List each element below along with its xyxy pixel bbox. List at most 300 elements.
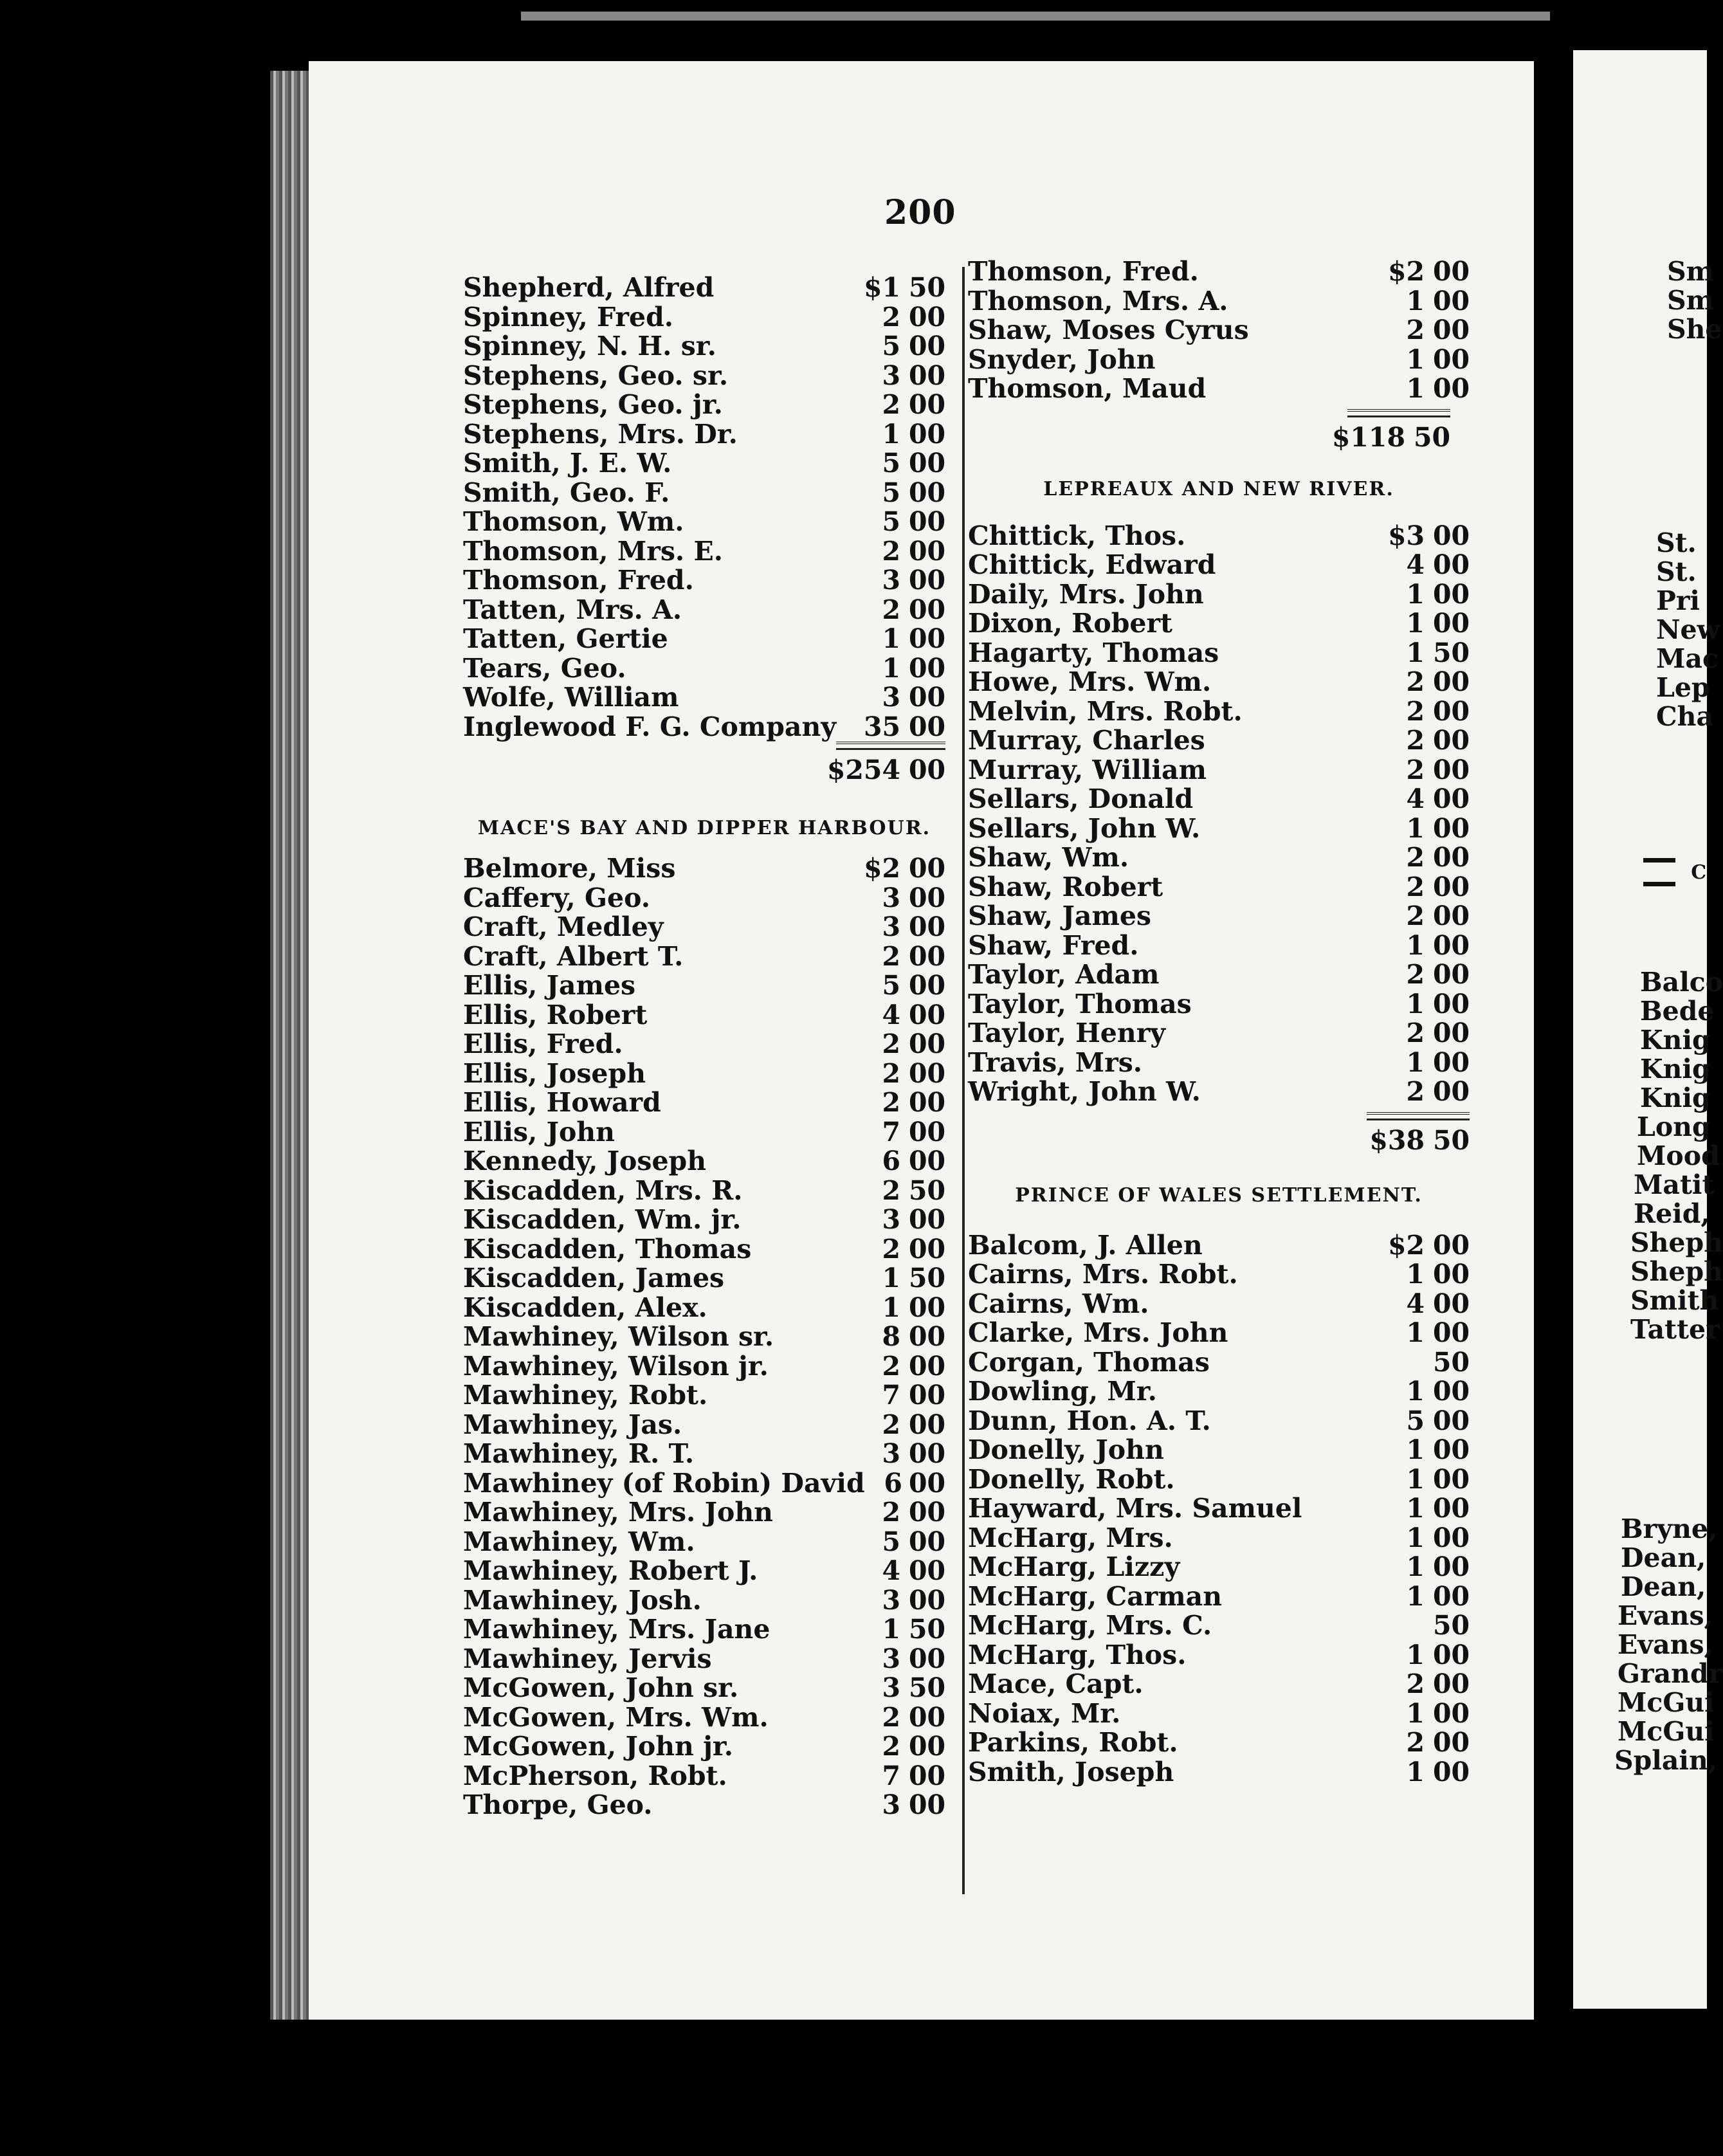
list-item xyxy=(968,1494,1470,1524)
amount-dollars: 2 xyxy=(1406,725,1425,756)
amount-dollars: 1 xyxy=(1406,373,1425,404)
amount-dollars: 2 xyxy=(882,389,900,420)
subscriber-name: Mawhiney (of Robin) David xyxy=(463,1467,865,1499)
total-rule xyxy=(1367,1112,1470,1120)
amount-cents: 00 xyxy=(908,1731,945,1762)
list-c xyxy=(968,257,1470,404)
amount-dollars: 1 xyxy=(1406,1046,1425,1078)
subscriber-name: Stephens, Mrs. Dr. xyxy=(463,418,738,450)
amount-cents: 00 xyxy=(1432,783,1470,814)
subscriber-name: Kiscadden, Alex. xyxy=(463,1292,707,1323)
facing-fragment: Balco xyxy=(1640,967,1723,998)
subscriber-name: Travis, Mrs. xyxy=(968,1046,1143,1078)
list-item xyxy=(463,1703,945,1733)
list-item xyxy=(968,1377,1470,1407)
subscriber-name: Spinney, N. H. sr. xyxy=(463,331,716,361)
list-item xyxy=(968,1290,1470,1319)
amount-dollars: 2 xyxy=(882,1350,900,1382)
amount-cents: 00 xyxy=(908,940,945,972)
list-item xyxy=(463,1205,945,1235)
subscriber-name: Taylor, Henry xyxy=(968,1018,1166,1048)
amount-dollars: 1 xyxy=(1406,1522,1425,1553)
amount-cents: 00 xyxy=(1432,1046,1470,1078)
subscriber-name: Craft, Medley xyxy=(463,911,664,942)
list-item xyxy=(463,884,945,913)
list-item xyxy=(968,316,1470,345)
total-rule xyxy=(836,742,945,750)
facing-fragment: Dean, xyxy=(1621,1571,1706,1602)
amount-dollars: $3 xyxy=(1387,520,1425,551)
amount-dollars: 3 xyxy=(882,1204,900,1235)
facing-fragment: Sheph xyxy=(1630,1227,1723,1258)
subscriber-name: Shaw, James xyxy=(968,900,1151,931)
list-item xyxy=(463,1528,945,1557)
amount-dollars: 5 xyxy=(882,477,900,508)
list-item xyxy=(463,1762,945,1791)
section-heading-prince-of-wales: PRINCE OF WALES SETTLEMENT. xyxy=(1015,1183,1423,1207)
list-item xyxy=(968,931,1470,961)
amount-cents: 50 xyxy=(1432,1346,1470,1378)
amount-dollars: 2 xyxy=(882,1731,900,1762)
amount-dollars: 3 xyxy=(882,1789,900,1820)
list-item xyxy=(968,551,1470,580)
list-item xyxy=(463,1030,945,1059)
amount-dollars: 2 xyxy=(1406,754,1425,785)
facing-fragment: New xyxy=(1656,614,1720,645)
facing-fragment: Mac xyxy=(1656,643,1718,674)
subscriber-name: Mawhiney, Mrs. John xyxy=(463,1497,773,1528)
subscriber-name: Hagarty, Thomas xyxy=(968,637,1219,668)
amount-dollars: 8 xyxy=(882,1321,900,1352)
subscriber-name: Shaw, Fred. xyxy=(968,929,1139,961)
amount-cents: 00 xyxy=(908,1057,945,1089)
amount-dollars: 7 xyxy=(882,1380,900,1411)
amount-cents: 00 xyxy=(1432,1434,1470,1465)
amount-cents: 00 xyxy=(1432,1288,1470,1319)
list-item xyxy=(463,1498,945,1528)
subscriber-name: McHarg, Thos. xyxy=(968,1639,1187,1670)
amount-dollars: 3 xyxy=(882,882,900,913)
amount-cents: 00 xyxy=(1432,1551,1470,1582)
subscriber-name: Ellis, John xyxy=(463,1116,615,1147)
facing-fragment: McGui xyxy=(1618,1716,1715,1747)
list-item xyxy=(968,257,1470,287)
amount-cents: 00 xyxy=(908,1116,945,1147)
list-item xyxy=(968,697,1470,727)
amount-cents: 00 xyxy=(908,623,945,654)
amount-dollars: 7 xyxy=(882,1760,900,1791)
amount-cents: 50 xyxy=(908,1672,945,1703)
subscriber-name: Kiscadden, James xyxy=(463,1263,725,1293)
list-item xyxy=(968,1319,1470,1348)
list-item xyxy=(968,1699,1470,1729)
list-item xyxy=(463,420,945,450)
amount-dollars: 2 xyxy=(882,1087,900,1118)
amount-dollars: 2 xyxy=(1406,1018,1425,1048)
amount-dollars: 1 xyxy=(1406,608,1425,639)
facing-fragment: Long xyxy=(1637,1111,1711,1142)
subscriber-name: Thomson, Mrs. A. xyxy=(968,285,1228,316)
amount-dollars: 1 xyxy=(882,1614,900,1645)
amount-dollars: 1 xyxy=(882,652,900,684)
subscriber-name: Mawhiney, Mrs. Jane xyxy=(463,1614,770,1645)
list-item xyxy=(463,390,945,420)
facing-fragment: Smith xyxy=(1630,1285,1719,1316)
subscriber-name: McHarg, Lizzy xyxy=(968,1551,1180,1582)
amount-cents: 00 xyxy=(908,565,945,596)
amount-dollars: 1 xyxy=(1406,929,1425,961)
amount-cents: 00 xyxy=(1432,900,1470,931)
list-item xyxy=(968,873,1470,902)
amount-dollars: 2 xyxy=(1406,842,1425,873)
subscriber-name: Smith, Joseph xyxy=(968,1756,1174,1787)
list-item xyxy=(463,1674,945,1703)
amount-dollars: 1 xyxy=(1406,285,1425,316)
amount-dollars: 3 xyxy=(882,1584,900,1616)
facing-fragment: Reid, xyxy=(1634,1198,1710,1229)
scan-border-stripe xyxy=(521,12,1550,21)
list-a-total xyxy=(463,750,945,790)
list-item xyxy=(968,814,1470,844)
amount-cents: 00 xyxy=(908,1409,945,1440)
amount-dollars: 2 xyxy=(882,1233,900,1265)
list-item xyxy=(968,287,1470,316)
amount-dollars: 3 xyxy=(882,1672,900,1703)
amount-cents: 00 xyxy=(1432,343,1470,375)
total-cents: 50 xyxy=(1432,1124,1470,1156)
amount-dollars: 2 xyxy=(882,301,900,333)
list-item xyxy=(968,639,1470,668)
subscriber-name: Tatten, Gertie xyxy=(463,623,668,654)
list-item xyxy=(968,843,1470,873)
subscriber-name: Dunn, Hon. A. T. xyxy=(968,1405,1211,1436)
subscriber-name: Thomson, Fred. xyxy=(968,256,1199,287)
list-item xyxy=(463,1557,945,1586)
section-heading-lepreaux: LEPREAUX AND NEW RIVER. xyxy=(1043,477,1394,500)
subscriber-name: Mawhiney, Robert J. xyxy=(463,1555,758,1586)
subscriber-name: Kiscadden, Thomas xyxy=(463,1233,752,1265)
amount-dollars: $2 xyxy=(863,853,900,884)
amount-dollars: 1 xyxy=(1406,1580,1425,1612)
subscriber-name: Daily, Mrs. John xyxy=(968,578,1204,610)
subscriber-name: Sellars, John W. xyxy=(968,812,1201,844)
list-item xyxy=(968,1348,1470,1378)
amount-cents: 00 xyxy=(1432,1580,1470,1612)
list-item xyxy=(968,580,1470,610)
list-item xyxy=(463,1088,945,1118)
list-item xyxy=(968,345,1470,375)
amount-cents: 00 xyxy=(1432,988,1470,1019)
amount-cents: 00 xyxy=(908,911,945,942)
subscriber-name: Donelly, Robt. xyxy=(968,1463,1175,1495)
subscriber-name: McGowen, Mrs. Wm. xyxy=(463,1701,769,1733)
column-divider xyxy=(962,267,965,1894)
amount-dollars: 1 xyxy=(1406,1639,1425,1670)
amount-cents: 00 xyxy=(908,1526,945,1557)
amount-dollars: 1 xyxy=(1406,578,1425,610)
amount-dollars: 1 xyxy=(1406,1259,1425,1290)
amount-dollars: 3 xyxy=(882,360,900,391)
list-item xyxy=(968,902,1470,931)
list-item xyxy=(463,1732,945,1762)
amount-cents: 00 xyxy=(908,1497,945,1528)
list-item xyxy=(968,522,1470,551)
subscriber-name: Thomson, Maud xyxy=(968,373,1207,404)
amount-cents: 00 xyxy=(908,301,945,333)
subscriber-name: Dowling, Mr. xyxy=(968,1376,1157,1407)
subscriber-name: Ellis, James xyxy=(463,970,636,1001)
subscriber-name: Kiscadden, Mrs. R. xyxy=(463,1174,743,1206)
subscriber-name: Thomson, Mrs. E. xyxy=(463,535,723,567)
amount-dollars: 2 xyxy=(1406,900,1425,931)
facing-fragment: Bryne, xyxy=(1621,1513,1718,1544)
amount-cents: 00 xyxy=(1432,1317,1470,1348)
facing-fragment: She xyxy=(1667,314,1722,345)
amount-dollars: 1 xyxy=(1406,988,1425,1019)
amount-dollars: 1 xyxy=(882,623,900,654)
facing-fragment: St. xyxy=(1656,527,1697,558)
list-item xyxy=(968,960,1470,990)
subscriber-name: Howe, Mrs. Wm. xyxy=(968,666,1212,697)
subscriber-name: Kennedy, Joseph xyxy=(463,1146,707,1176)
facing-fragment: Lep xyxy=(1656,672,1710,703)
amount-cents: 50 xyxy=(908,272,945,303)
amount-cents: 00 xyxy=(908,1789,945,1820)
amount-dollars: 1 xyxy=(882,1263,900,1293)
amount-dollars: 1 xyxy=(882,418,900,450)
subscriber-name: McHarg, Mrs. xyxy=(968,1522,1173,1553)
amount-cents: 00 xyxy=(1432,1697,1470,1729)
list-item xyxy=(463,1791,945,1820)
amount-cents: 00 xyxy=(908,360,945,391)
amount-cents: 50 xyxy=(908,1263,945,1293)
subscriber-name: Mawhiney, Wilson sr. xyxy=(463,1321,774,1352)
amount-dollars: 5 xyxy=(882,448,900,479)
list-item xyxy=(463,1352,945,1382)
amount-cents: 00 xyxy=(908,999,945,1030)
amount-dollars: 2 xyxy=(882,1497,900,1528)
facing-fragment: Splain, xyxy=(1614,1745,1718,1776)
amount-cents: 50 xyxy=(908,1174,945,1206)
facing-fragment: Grandr xyxy=(1618,1658,1723,1689)
subscriber-name: Mawhiney, Josh. xyxy=(463,1584,702,1616)
amount-cents: 00 xyxy=(908,853,945,884)
subscriber-name: Corgan, Thomas xyxy=(968,1346,1210,1378)
amount-cents: 50 xyxy=(1432,637,1470,668)
subscriber-name: Ellis, Howard xyxy=(463,1087,661,1118)
subscriber-name: Parkins, Robt. xyxy=(968,1727,1178,1758)
subscriber-name: Chittick, Thos. xyxy=(968,520,1186,551)
amount-dollars: 6 xyxy=(882,1146,900,1176)
list-item xyxy=(968,785,1470,814)
list-item xyxy=(463,537,945,567)
amount-cents: 00 xyxy=(908,1760,945,1791)
amount-cents: 00 xyxy=(908,1146,945,1176)
amount-dollars: 5 xyxy=(882,506,900,537)
facing-fragment: Pri xyxy=(1656,585,1700,616)
subscriber-name: Hayward, Mrs. Samuel xyxy=(968,1493,1302,1524)
subscriber-name: Wolfe, William xyxy=(463,682,679,713)
amount-dollars: 5 xyxy=(882,970,900,1001)
subscriber-name: Stephens, Geo. jr. xyxy=(463,389,723,420)
subscriber-name: Snyder, John xyxy=(968,343,1156,375)
subscriber-name: Shaw, Moses Cyrus xyxy=(968,315,1249,345)
section-ornament-icon xyxy=(1643,858,1675,886)
list-item xyxy=(463,1001,945,1030)
right-column xyxy=(968,257,1470,1787)
amount-cents: 00 xyxy=(1432,1259,1470,1290)
subscriber-name: Dixon, Robert xyxy=(968,608,1172,639)
facing-fragment: Sm xyxy=(1667,285,1714,316)
facing-fragment: McGui xyxy=(1618,1687,1715,1718)
amount-cents: 00 xyxy=(908,1584,945,1616)
left-column xyxy=(463,273,945,1820)
list-item xyxy=(463,1615,945,1645)
facing-fragment: Evans, xyxy=(1618,1600,1713,1631)
list-item xyxy=(968,1260,1470,1290)
subscriber-name: Mawhiney, Wm. xyxy=(463,1526,695,1557)
subscriber-name: Melvin, Mrs. Robt. xyxy=(968,695,1243,727)
subscriber-name: Mace, Capt. xyxy=(968,1668,1144,1699)
list-item xyxy=(968,1231,1470,1261)
amount-dollars: 2 xyxy=(882,1409,900,1440)
subscriber-name: Mawhiney, Jas. xyxy=(463,1409,682,1440)
list-item xyxy=(968,1524,1470,1553)
amount-cents: 00 xyxy=(1432,373,1470,404)
amount-dollars: 2 xyxy=(1406,1668,1425,1699)
amount-dollars: 2 xyxy=(882,594,900,625)
amount-cents: 00 xyxy=(908,448,945,479)
facing-fragment: Tatter xyxy=(1630,1314,1720,1345)
list-item xyxy=(968,1077,1470,1107)
amount-dollars: 2 xyxy=(882,1174,900,1206)
list-item xyxy=(463,1264,945,1293)
facing-fragment: Knig xyxy=(1640,1025,1711,1055)
subscriber-name: Thorpe, Geo. xyxy=(463,1789,653,1820)
total-cents: 00 xyxy=(908,754,945,785)
amount-dollars: 4 xyxy=(882,999,900,1030)
list-item xyxy=(463,332,945,361)
amount-cents: 00 xyxy=(908,1204,945,1235)
amount-cents: 00 xyxy=(908,477,945,508)
amount-cents: 00 xyxy=(908,1555,945,1586)
subscriber-name: Thomson, Fred. xyxy=(463,565,694,596)
amount-cents: 00 xyxy=(1432,549,1470,580)
amount-cents: 00 xyxy=(1432,1229,1470,1261)
list-item xyxy=(968,668,1470,697)
list-item xyxy=(968,1407,1470,1436)
subscriber-name: Chittick, Edward xyxy=(968,549,1216,580)
subscriber-name: Wright, John W. xyxy=(968,1076,1201,1107)
amount-dollars: 5 xyxy=(882,1526,900,1557)
subscriber-name: Balcom, J. Allen xyxy=(968,1229,1203,1261)
list-item xyxy=(463,479,945,508)
amount-cents: 00 xyxy=(1432,695,1470,727)
amount-dollars: 5 xyxy=(1406,1405,1425,1436)
total-rule xyxy=(1347,409,1450,417)
amount-cents: 00 xyxy=(908,711,945,742)
list-item xyxy=(463,625,945,654)
amount-dollars: 2 xyxy=(882,1701,900,1733)
amount-cents: 00 xyxy=(1432,1076,1470,1107)
list-item xyxy=(463,303,945,333)
amount-dollars: 2 xyxy=(882,1028,900,1059)
list-item xyxy=(463,1147,945,1176)
subscriber-name: Cairns, Wm. xyxy=(968,1288,1149,1319)
amount-cents: 00 xyxy=(1432,754,1470,785)
amount-cents: 00 xyxy=(1432,1756,1470,1787)
subscriber-name: Tatten, Mrs. A. xyxy=(463,594,682,625)
amount-cents: 00 xyxy=(1432,1405,1470,1436)
list-c-total xyxy=(968,417,1470,457)
subscriber-name: Ellis, Joseph xyxy=(463,1057,646,1089)
list-item xyxy=(463,683,945,713)
amount-dollars: 2 xyxy=(882,535,900,567)
subscriber-name: Ellis, Robert xyxy=(463,999,648,1030)
facing-fragment: Mood xyxy=(1637,1140,1720,1171)
list-item xyxy=(463,1322,945,1352)
subscriber-name: Thomson, Wm. xyxy=(463,506,684,537)
amount-dollars: 1 xyxy=(1406,1317,1425,1348)
facing-heading-fragment: C xyxy=(1643,855,1706,888)
amount-cents: 50 xyxy=(908,1614,945,1645)
total-dollars: $38 xyxy=(1369,1124,1425,1156)
amount-cents: 00 xyxy=(908,1321,945,1352)
amount-cents: 00 xyxy=(1432,842,1470,873)
list-item xyxy=(463,449,945,479)
list-item xyxy=(968,1611,1470,1641)
amount-cents: 00 xyxy=(908,1438,945,1469)
amount-cents: 00 xyxy=(908,418,945,450)
amount-cents: 00 xyxy=(1432,666,1470,697)
amount-cents: 00 xyxy=(908,331,945,361)
subscriber-name: Mawhiney, Jervis xyxy=(463,1643,712,1674)
subscriber-name: Stephens, Geo. sr. xyxy=(463,360,729,391)
amount-cents: 00 xyxy=(1432,871,1470,902)
list-item xyxy=(968,1048,1470,1078)
amount-dollars: $1 xyxy=(863,272,900,303)
subscriber-name: Taylor, Adam xyxy=(968,959,1160,990)
amount-cents: 00 xyxy=(1432,1727,1470,1758)
amount-dollars: 1 xyxy=(1406,637,1425,668)
amount-dollars: 2 xyxy=(1406,315,1425,345)
amount-dollars: 4 xyxy=(882,1555,900,1586)
amount-cents: 00 xyxy=(1432,520,1470,551)
amount-cents: 00 xyxy=(1432,1376,1470,1407)
subscriber-name: Smith, J. E. W. xyxy=(463,448,672,479)
subscriber-name: Shepherd, Alfred xyxy=(463,272,715,303)
amount-cents: 00 xyxy=(1432,1463,1470,1495)
subscriber-name: Craft, Albert T. xyxy=(463,940,684,972)
amount-cents: 00 xyxy=(908,1292,945,1323)
list-item xyxy=(463,942,945,972)
amount-dollars: 2 xyxy=(1406,871,1425,902)
amount-cents: 00 xyxy=(908,682,945,713)
list-item xyxy=(463,1439,945,1469)
list-item xyxy=(968,1670,1470,1699)
list-b xyxy=(463,854,945,1820)
subscriber-name: Mawhiney, Robt. xyxy=(463,1380,708,1411)
amount-dollars: 2 xyxy=(1406,1076,1425,1107)
facing-fragment: Sm xyxy=(1667,256,1714,287)
amount-dollars: $2 xyxy=(1387,256,1425,287)
list-d-total xyxy=(968,1120,1470,1160)
amount-dollars: 2 xyxy=(1406,1727,1425,1758)
list-item xyxy=(463,1059,945,1089)
amount-cents: 00 xyxy=(908,1467,945,1499)
amount-dollars: 2 xyxy=(1406,695,1425,727)
list-item xyxy=(968,1019,1470,1048)
